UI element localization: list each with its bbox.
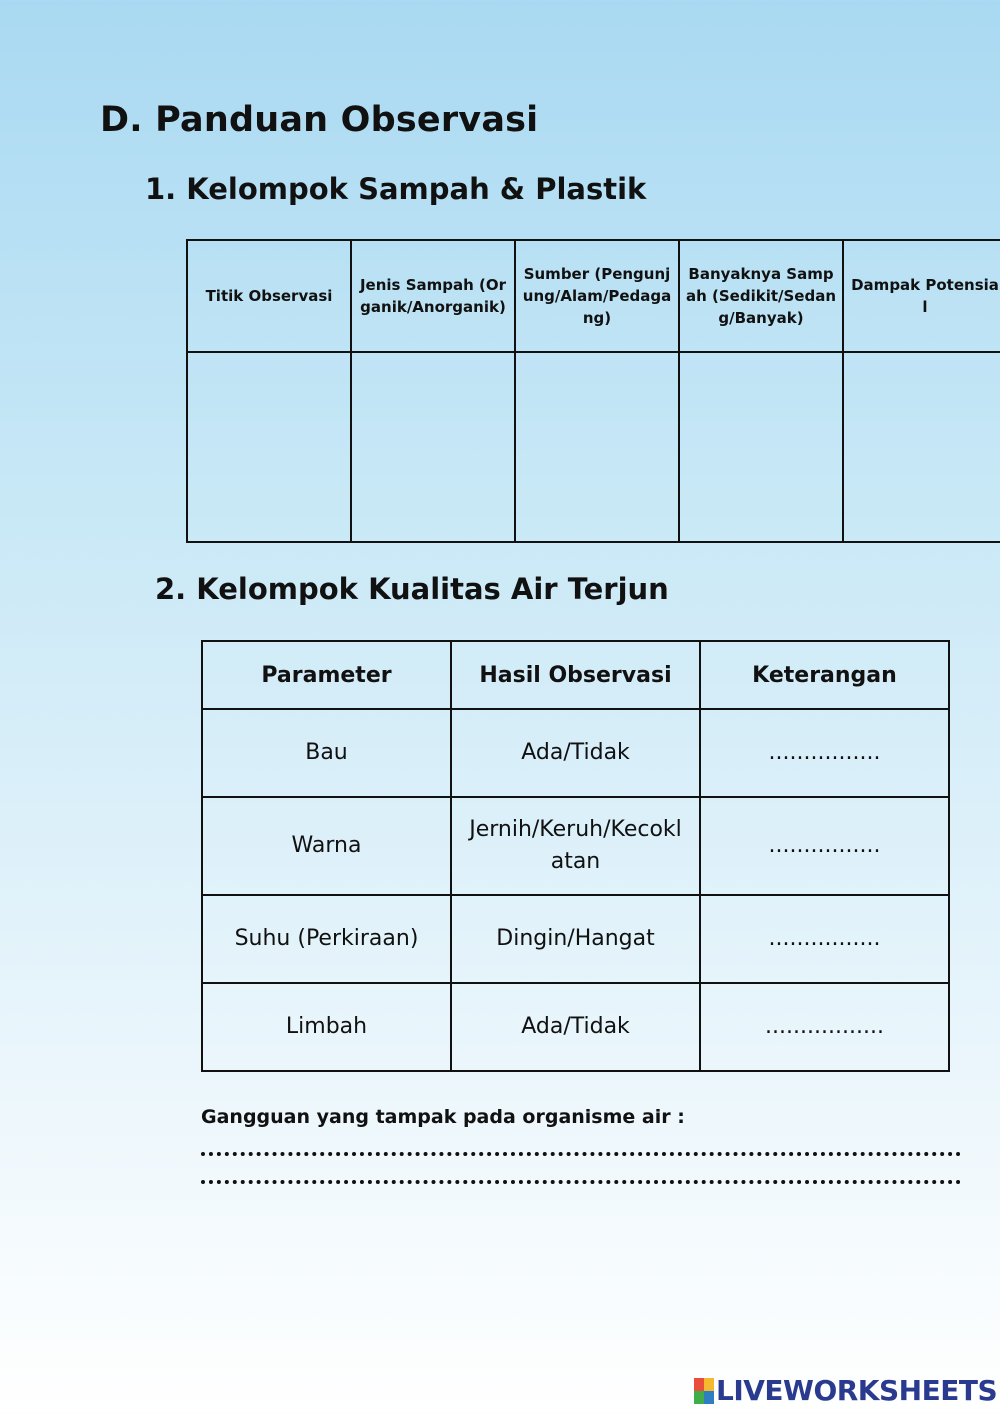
waste-observation-table (186, 239, 1000, 543)
parameter-cell: Suhu (Perkiraan) (202, 895, 451, 983)
liveworksheets-logo (694, 1374, 997, 1407)
keterangan-cell[interactable]: ................ (700, 709, 949, 797)
answer-cell-titik-observasi[interactable] (187, 352, 351, 542)
answer-cell-sumber[interactable] (515, 352, 679, 542)
liveworksheets-logo-icon (694, 1378, 714, 1404)
header-jenis-sampah: Jenis Sampah (Organik/Anorganik) (351, 240, 515, 352)
parameter-cell: Bau (202, 709, 451, 797)
parameter-cell: Limbah (202, 983, 451, 1071)
answer-line-1[interactable] (201, 1148, 961, 1156)
hasil-cell: Ada/Tidak (451, 709, 700, 797)
table-row (202, 797, 949, 895)
header-banyaknya-sampah: Banyaknya Sampah (Sedikit/Sedang/Banyak) (679, 240, 843, 352)
answer-cell-dampak-potensial[interactable] (843, 352, 1000, 542)
header-sumber: Sumber (Pengunjung/Alam/Pedagang) (515, 240, 679, 352)
header-hasil-observasi: Hasil Observasi (451, 641, 700, 709)
keterangan-cell[interactable]: ................ (700, 797, 949, 895)
parameter-cell: Warna (202, 797, 451, 895)
table-row (202, 895, 949, 983)
section2-title: 2. Kelompok Kualitas Air Terjun (155, 572, 669, 606)
keterangan-cell[interactable]: ................. (700, 983, 949, 1071)
water-quality-table (201, 640, 950, 1072)
table-header-row (187, 240, 1000, 352)
logo-text: LIVEWORKSHEETS (716, 1374, 998, 1407)
hasil-cell: Jernih/Keruh/Kecoklatan (451, 797, 700, 895)
answer-cell-banyaknya-sampah[interactable] (679, 352, 843, 542)
table-row (202, 709, 949, 797)
table-row (187, 352, 1000, 542)
page-title: D. Panduan Observasi (100, 100, 539, 140)
table-row (202, 983, 949, 1071)
table-header-row (202, 641, 949, 709)
header-dampak-potensial: Dampak Potensial (843, 240, 1000, 352)
header-parameter: Parameter (202, 641, 451, 709)
header-titik-observasi: Titik Observasi (187, 240, 351, 352)
header-keterangan: Keterangan (700, 641, 949, 709)
answer-line-2[interactable] (201, 1176, 961, 1184)
organism-disturbance-label: Gangguan yang tampak pada organisme air : (201, 1106, 685, 1128)
keterangan-cell[interactable]: ................ (700, 895, 949, 983)
answer-cell-jenis-sampah[interactable] (351, 352, 515, 542)
hasil-cell: Dingin/Hangat (451, 895, 700, 983)
section1-title: 1. Kelompok Sampah & Plastik (145, 172, 647, 206)
hasil-cell: Ada/Tidak (451, 983, 700, 1071)
